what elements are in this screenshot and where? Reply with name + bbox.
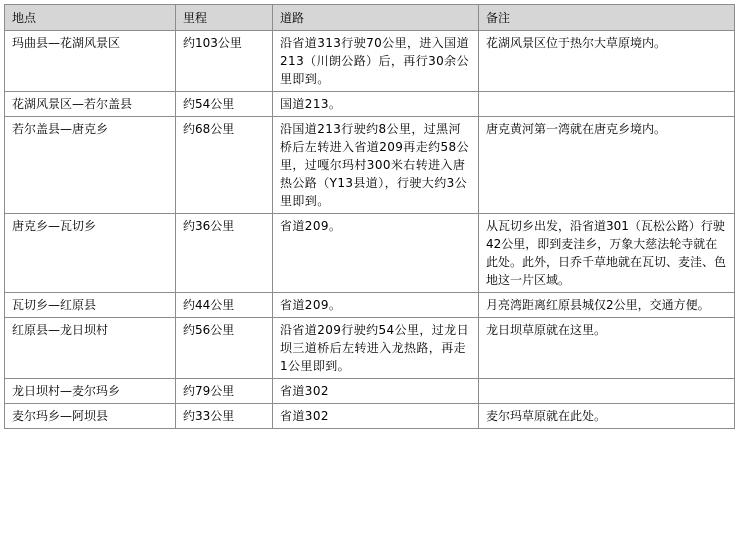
- cell-place: 若尔盖县—唐克乡: [5, 117, 176, 214]
- header-row: [5, 5, 735, 31]
- cell-road: 省道302: [273, 404, 479, 429]
- cell-note: 从瓦切乡出发，沿省道301（瓦松公路）行驶42公里，即到麦洼乡，万象大慈法轮寺就在此处。此外，日乔千草地就在瓦切、麦洼、色地这一片区域。: [479, 214, 735, 293]
- cell-place: 红原县—龙日坝村: [5, 318, 176, 379]
- cell-note: 龙日坝草原就在这里。: [479, 318, 735, 379]
- cell-distance: 约103公里: [176, 31, 273, 92]
- cell-distance: 约79公里: [176, 379, 273, 404]
- table-header: [5, 5, 735, 31]
- cell-road: 沿国道213行驶约8公里，过黑河桥后左转进入省道209再走约58公里，过嘎尔玛村300米右转进入唐热公路（Y13县道），行驶大约3公里即到。: [273, 117, 479, 214]
- table-row: [5, 293, 735, 318]
- cell-road: 国道213。: [273, 92, 479, 117]
- cell-road: 省道302: [273, 379, 479, 404]
- cell-note: 唐克黄河第一湾就在唐克乡境内。: [479, 117, 735, 214]
- cell-note: 月亮湾距离红原县城仅2公里，交通方便。: [479, 293, 735, 318]
- table-row: [5, 379, 735, 404]
- cell-place: 唐克乡—瓦切乡: [5, 214, 176, 293]
- cell-road: 沿省道313行驶70公里，进入国道213（川朗公路）后，再行30余公里即到。: [273, 31, 479, 92]
- header-place: 地点: [5, 5, 176, 31]
- cell-distance: 约33公里: [176, 404, 273, 429]
- cell-road: 沿省道209行驶约54公里，过龙日坝三道桥后左转进入龙热路，再走1公里即到。: [273, 318, 479, 379]
- cell-note: [479, 92, 735, 117]
- cell-place: 瓦切乡—红原县: [5, 293, 176, 318]
- cell-distance: 约44公里: [176, 293, 273, 318]
- cell-distance: 约56公里: [176, 318, 273, 379]
- table-body: [5, 31, 735, 429]
- route-table-container: [4, 4, 735, 429]
- header-road: 道路: [273, 5, 479, 31]
- cell-road: 省道209。: [273, 214, 479, 293]
- cell-road: 省道209。: [273, 293, 479, 318]
- header-distance: 里程: [176, 5, 273, 31]
- cell-place: 花湖风景区—若尔盖县: [5, 92, 176, 117]
- cell-distance: 约54公里: [176, 92, 273, 117]
- table-row: [5, 92, 735, 117]
- cell-place: 玛曲县—花湖风景区: [5, 31, 176, 92]
- table-row: [5, 117, 735, 214]
- table-row: [5, 404, 735, 429]
- cell-note: 麦尔玛草原就在此处。: [479, 404, 735, 429]
- table-row: [5, 31, 735, 92]
- table-row: [5, 318, 735, 379]
- cell-distance: 约68公里: [176, 117, 273, 214]
- cell-note: 花湖风景区位于热尔大草原境内。: [479, 31, 735, 92]
- route-table: [4, 4, 735, 429]
- cell-distance: 约36公里: [176, 214, 273, 293]
- table-row: [5, 214, 735, 293]
- cell-note: [479, 379, 735, 404]
- cell-place: 麦尔玛乡—阿坝县: [5, 404, 176, 429]
- header-note: 备注: [479, 5, 735, 31]
- cell-place: 龙日坝村—麦尔玛乡: [5, 379, 176, 404]
